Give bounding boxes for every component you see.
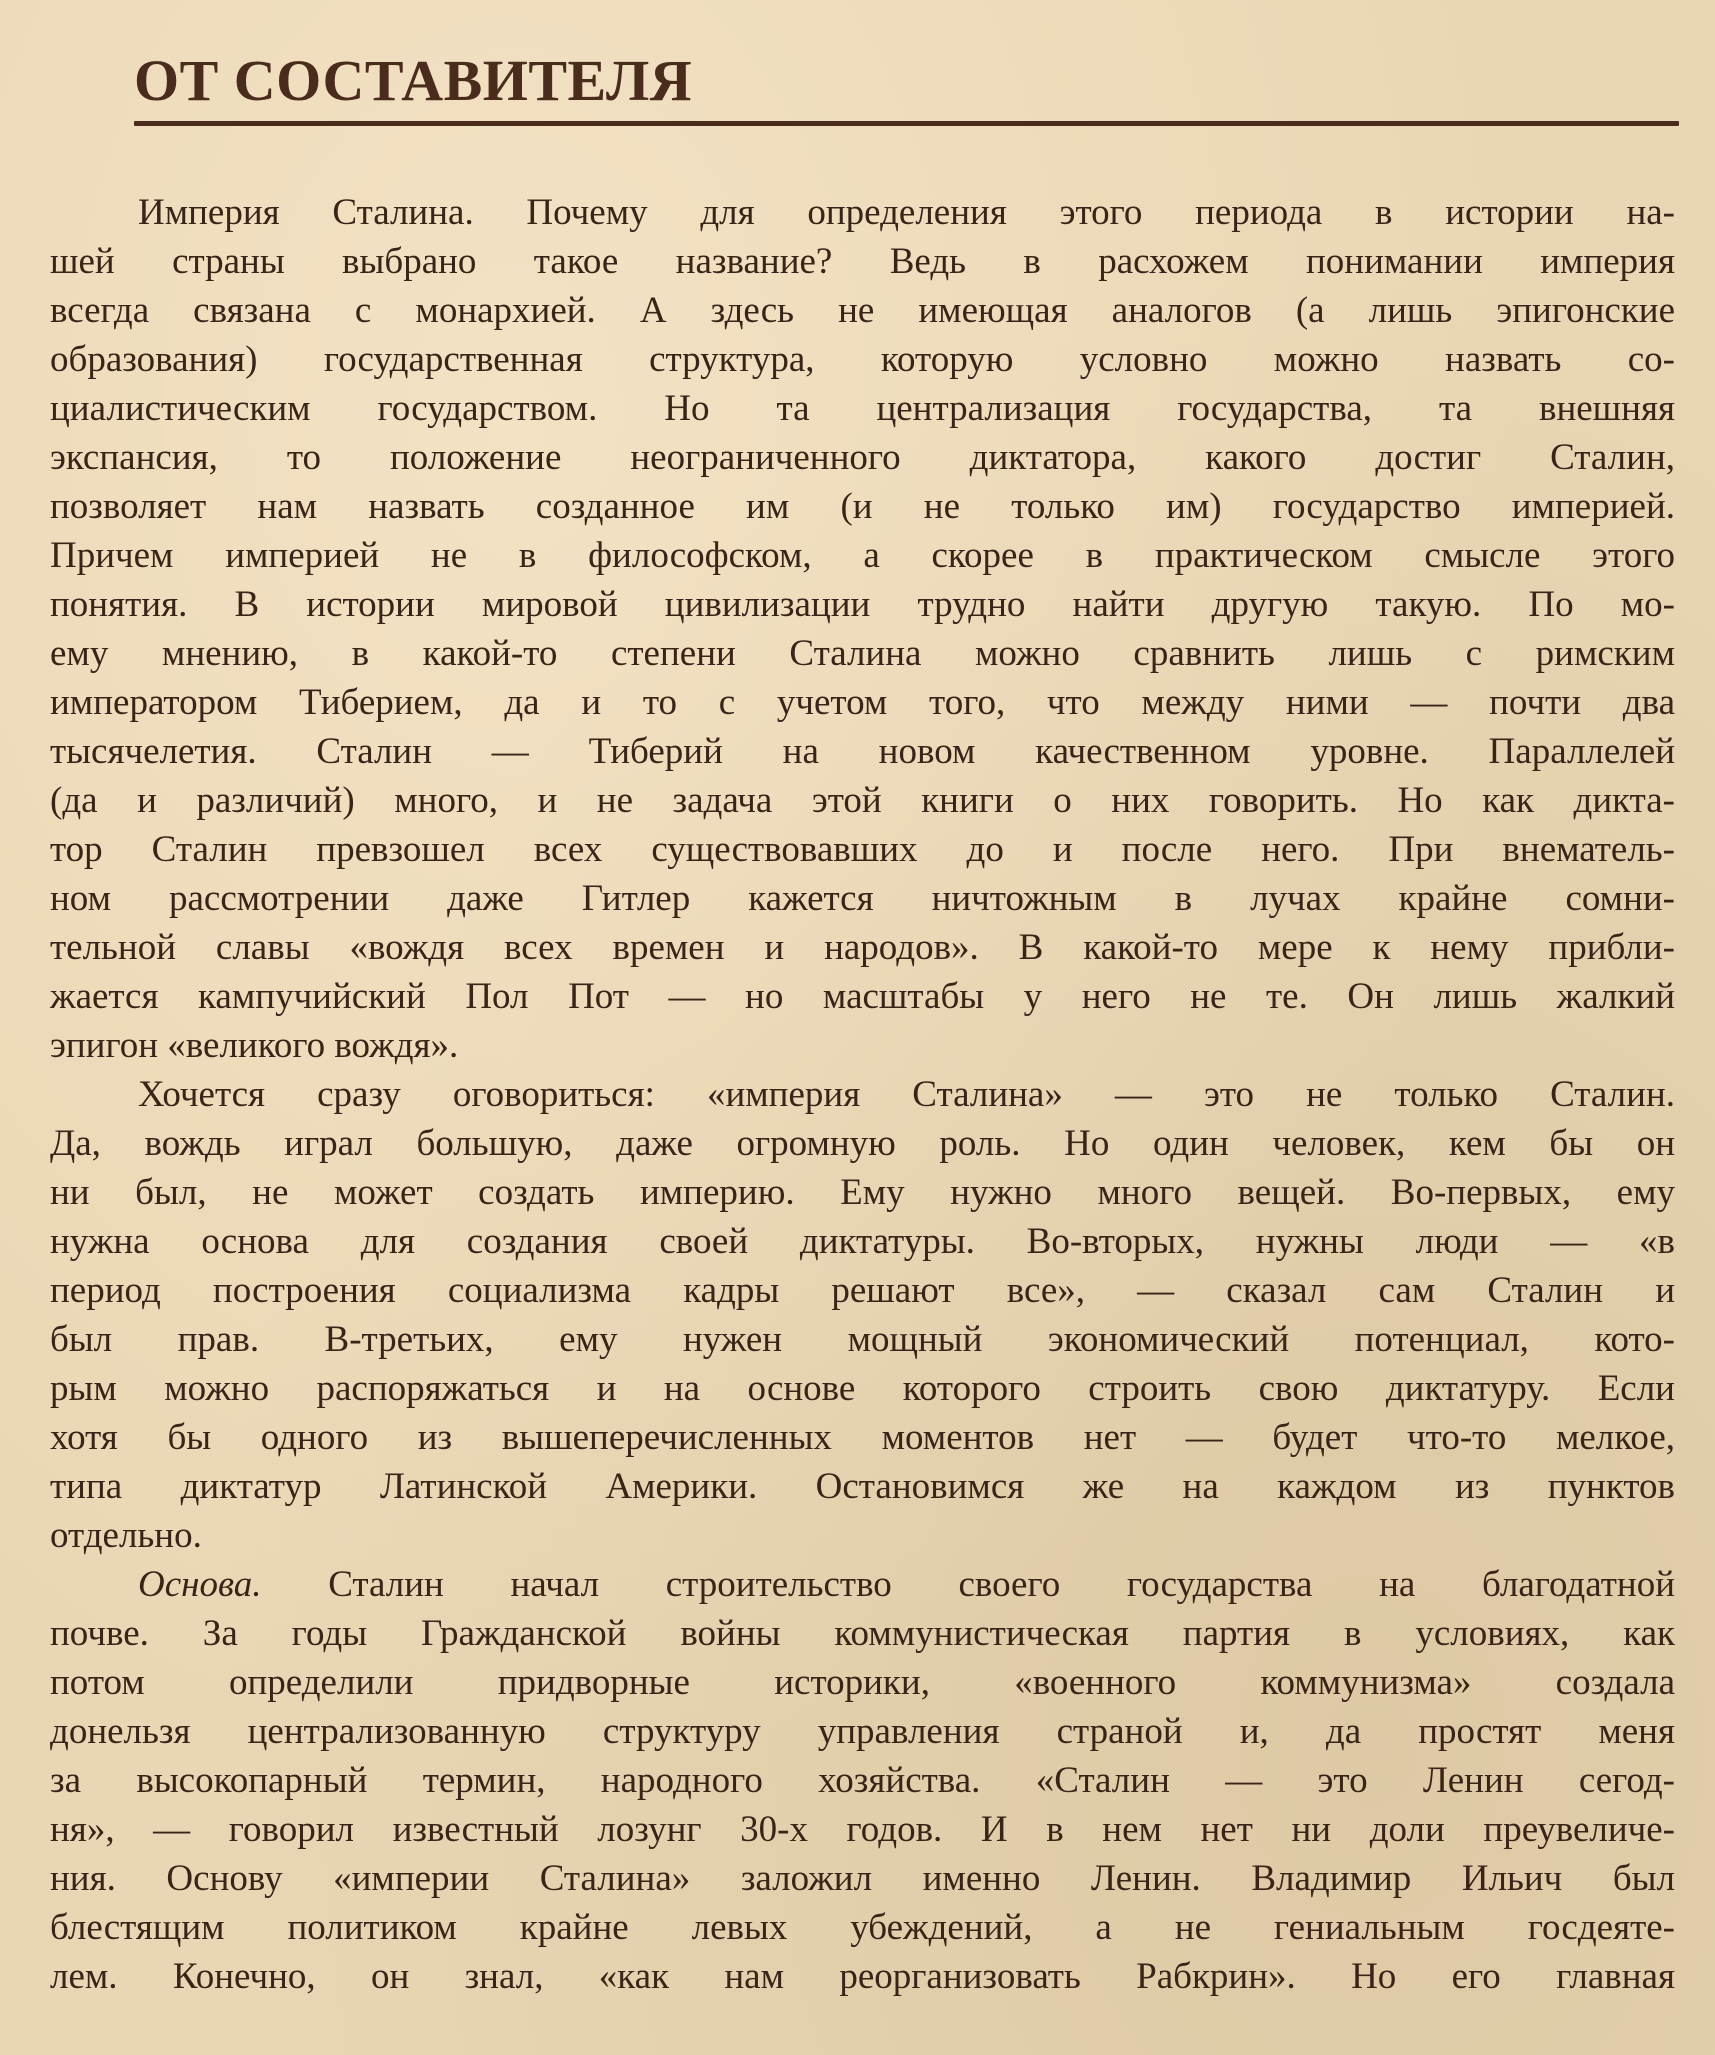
- text-line: рым можно распоряжаться и на основе которого строить свою диктатуру. Если: [50, 1368, 1675, 1409]
- text-line: (да и различий) много, и не задача этой книги о них говорить. Но как дикта-: [50, 780, 1675, 821]
- text-line: почве. За годы Гражданской войны коммунистическая партия в условиях, как: [50, 1613, 1675, 1654]
- text-line: понятия. В истории мировой цивилизации трудно найти другую такую. По мо-: [50, 584, 1675, 625]
- text-line: всегда связана с монархией. А здесь не имеющая аналогов (а лишь эпигонские: [50, 290, 1675, 331]
- text-line: ния. Основу «империи Сталина» заложил именно Ленин. Владимир Ильич был: [50, 1858, 1675, 1899]
- text-line: [50, 1560, 1675, 1609]
- text-line: ни был, не может создать империю. Ему нужно много вещей. Во-первых, ему: [50, 1172, 1675, 1213]
- text-line: лем. Конечно, он знал, «как нам реорганизовать Рабкрин». Но его главная: [50, 1956, 1675, 1997]
- text-line: типа диктатур Латинской Америки. Остановимся же на каждом из пунктов: [50, 1466, 1675, 1507]
- text-line: эпигон «великого вождя».: [50, 1025, 459, 1066]
- text-line: шей страны выбрано такое название? Ведь в расхожем понимании империя: [50, 241, 1675, 282]
- text-line: за высокопарный термин, народного хозяйства. «Сталин — это Ленин сегод-: [50, 1760, 1675, 1801]
- text-line: тысячелетия. Сталин — Тиберий на новом качественном уровне. Параллелей: [50, 731, 1675, 772]
- text-line: потом определили придворные историки, «военного коммунизма» создала: [50, 1662, 1675, 1703]
- text-line: период построения социализма кадры решают все», — сказал сам Сталин и: [50, 1270, 1675, 1311]
- text-line: Хочется сразу оговориться: «империя Сталина» — это не только Сталин.: [138, 1074, 1675, 1115]
- text-line: Да, вождь играл большую, даже огромную роль. Но один человек, кем бы он: [50, 1123, 1675, 1164]
- text-line: ему мнению, в какой-то степени Сталина можно сравнить лишь с римским: [50, 633, 1675, 674]
- chapter-title: ОТ СОСТАВИТЕЛЯ: [134, 48, 693, 113]
- text-line: циалистическим государством. Но та централизация государства, та внешняя: [50, 388, 1675, 429]
- text-line: образования) государственная структура, которую условно можно назвать со-: [50, 339, 1675, 380]
- text-line: хотя бы одного из вышеперечисленных моментов нет — будет что-то мелкое,: [50, 1417, 1675, 1458]
- text-line: Причем империей не в философском, а скорее в практическом смысле этого: [50, 535, 1675, 576]
- text-line: был прав. В-третьих, ему нужен мощный экономический потенциал, кото-: [50, 1319, 1675, 1360]
- title-underline-rule: [134, 121, 1679, 126]
- text-line: нужна основа для создания своей диктатуры. Во-вторых, нужны люди — «в: [50, 1221, 1675, 1262]
- text-line: блестящим политиком крайне левых убеждений, а не гениальным госдеяте-: [50, 1907, 1675, 1948]
- text-line: донельзя централизованную структуру управления страной и, да простят меня: [50, 1711, 1675, 1752]
- text-line: Империя Сталина. Почему для определения этого периода в истории на-: [138, 192, 1675, 233]
- text-line: ном рассмотрении даже Гитлер кажется ничтожным в лучах крайне сомни-: [50, 878, 1675, 919]
- text-line: ня», — говорил известный лозунг 30-х годов. И в нем нет ни доли преувеличе-: [50, 1809, 1675, 1850]
- text-line: тор Сталин превзошел всех существовавших до и после него. При внематель-: [50, 829, 1675, 870]
- text-line: жается кампучийский Пол Пот — но масштабы у него не те. Он лишь жалкий: [50, 976, 1675, 1017]
- text-line: отдельно.: [50, 1515, 202, 1556]
- body-text: [50, 188, 1675, 2001]
- text-line: экспансия, то положение неограниченного диктатора, какого достиг Сталин,: [50, 437, 1675, 478]
- text-line: позволяет нам назвать созданное им (и не только им) государство империей.: [50, 486, 1675, 527]
- text-line: тельной славы «вождя всех времен и народов». В какой-то мере к нему прибли-: [50, 927, 1675, 968]
- section-lead-italic: Основа.: [138, 1564, 262, 1605]
- text-line-rest: Сталин начал строительство своего государства на благодатной: [261, 1564, 1675, 1605]
- text-line: императором Тиберием, да и то с учетом того, что между ними — почти два: [50, 682, 1675, 723]
